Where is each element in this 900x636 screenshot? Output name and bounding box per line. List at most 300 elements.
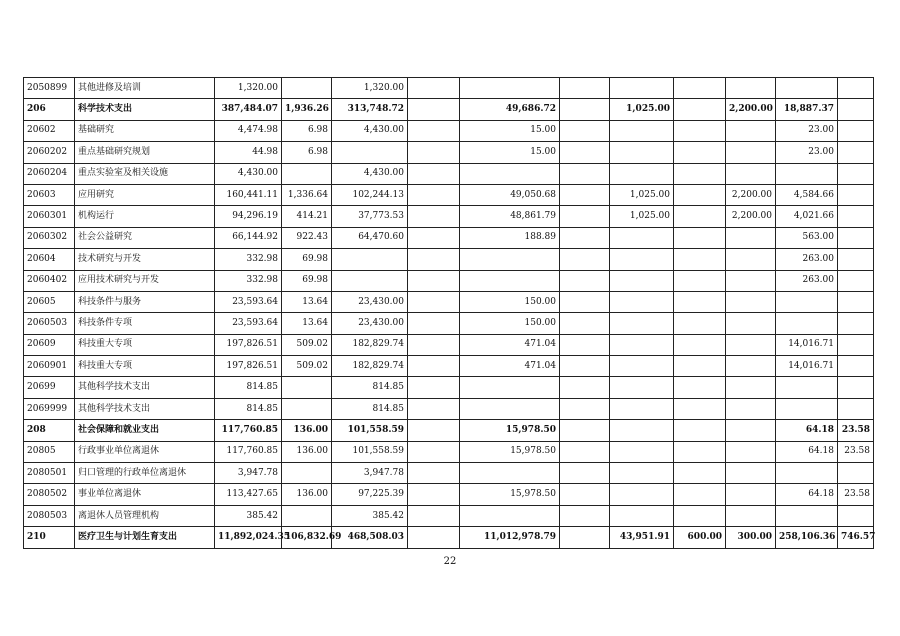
amount-cell bbox=[560, 99, 610, 120]
amount-cell: 136.00 bbox=[282, 420, 332, 441]
amount-cell bbox=[838, 505, 874, 526]
amount-cell bbox=[408, 249, 460, 270]
amount-cell: 182,829.74 bbox=[332, 356, 408, 377]
amount-cell: 113,427.65 bbox=[215, 484, 282, 505]
amount-cell bbox=[726, 249, 776, 270]
amount-cell: 385.42 bbox=[215, 505, 282, 526]
amount-cell bbox=[460, 78, 560, 99]
row-code: 20805 bbox=[24, 441, 75, 462]
amount-cell bbox=[560, 398, 610, 419]
amount-cell: 4,584.66 bbox=[776, 184, 838, 205]
table-row bbox=[24, 420, 874, 441]
row-name: 社会公益研究 bbox=[75, 227, 215, 248]
table-row bbox=[24, 270, 874, 291]
amount-cell bbox=[726, 270, 776, 291]
amount-cell bbox=[838, 334, 874, 355]
amount-cell: 117,760.85 bbox=[215, 441, 282, 462]
amount-cell: 258,106.36 bbox=[776, 527, 838, 548]
amount-cell bbox=[610, 270, 674, 291]
row-name: 离退休人员管理机构 bbox=[75, 505, 215, 526]
amount-cell: 13.64 bbox=[282, 313, 332, 334]
row-name: 医疗卫生与计划生育支出 bbox=[75, 527, 215, 548]
amount-cell bbox=[560, 249, 610, 270]
amount-cell: 136.00 bbox=[282, 441, 332, 462]
row-name: 其他进修及培训 bbox=[75, 78, 215, 99]
amount-cell: 746.57 bbox=[838, 527, 874, 548]
row-name: 行政事业单位离退休 bbox=[75, 441, 215, 462]
amount-cell bbox=[776, 377, 838, 398]
row-name: 重点实验室及相关设施 bbox=[75, 163, 215, 184]
table-row bbox=[24, 99, 874, 120]
amount-cell bbox=[674, 420, 726, 441]
amount-cell: 11,012,978.79 bbox=[460, 527, 560, 548]
amount-cell bbox=[674, 441, 726, 462]
row-name: 机构运行 bbox=[75, 206, 215, 227]
amount-cell: 15,978.50 bbox=[460, 441, 560, 462]
amount-cell bbox=[408, 142, 460, 163]
amount-cell bbox=[674, 463, 726, 484]
amount-cell: 106,832.69 bbox=[282, 527, 332, 548]
amount-cell: 64.18 bbox=[776, 441, 838, 462]
amount-cell bbox=[610, 291, 674, 312]
amount-cell bbox=[560, 484, 610, 505]
amount-cell: 3,947.78 bbox=[332, 463, 408, 484]
amount-cell bbox=[726, 291, 776, 312]
amount-cell: 4,021.66 bbox=[776, 206, 838, 227]
table-row bbox=[24, 78, 874, 99]
budget-table bbox=[23, 77, 874, 549]
amount-cell: 1,025.00 bbox=[610, 184, 674, 205]
amount-cell: 1,936.26 bbox=[282, 99, 332, 120]
amount-cell: 814.85 bbox=[215, 398, 282, 419]
amount-cell bbox=[408, 505, 460, 526]
row-code: 2050899 bbox=[24, 78, 75, 99]
amount-cell: 509.02 bbox=[282, 356, 332, 377]
amount-cell bbox=[408, 313, 460, 334]
amount-cell bbox=[560, 377, 610, 398]
amount-cell bbox=[838, 313, 874, 334]
amount-cell bbox=[332, 142, 408, 163]
amount-cell: 600.00 bbox=[674, 527, 726, 548]
amount-cell: 332.98 bbox=[215, 249, 282, 270]
amount-cell bbox=[560, 420, 610, 441]
amount-cell bbox=[560, 527, 610, 548]
amount-cell: 117,760.85 bbox=[215, 420, 282, 441]
table-row bbox=[24, 163, 874, 184]
amount-cell bbox=[282, 505, 332, 526]
amount-cell bbox=[610, 313, 674, 334]
row-name: 科技重大专项 bbox=[75, 334, 215, 355]
row-code: 2060503 bbox=[24, 313, 75, 334]
row-name: 重点基础研究规划 bbox=[75, 142, 215, 163]
amount-cell bbox=[674, 484, 726, 505]
table-row bbox=[24, 120, 874, 141]
row-name: 科技重大专项 bbox=[75, 356, 215, 377]
amount-cell: 814.85 bbox=[215, 377, 282, 398]
amount-cell bbox=[610, 505, 674, 526]
row-code: 2060901 bbox=[24, 356, 75, 377]
amount-cell: 23.00 bbox=[776, 120, 838, 141]
amount-cell bbox=[838, 377, 874, 398]
amount-cell: 64.18 bbox=[776, 420, 838, 441]
amount-cell bbox=[460, 377, 560, 398]
amount-cell bbox=[282, 78, 332, 99]
amount-cell: 4,430.00 bbox=[332, 163, 408, 184]
amount-cell: 101,558.59 bbox=[332, 441, 408, 462]
amount-cell: 14,016.71 bbox=[776, 334, 838, 355]
amount-cell bbox=[674, 356, 726, 377]
row-code: 2080501 bbox=[24, 463, 75, 484]
amount-cell bbox=[610, 441, 674, 462]
page-number: 22 bbox=[443, 556, 457, 567]
amount-cell bbox=[674, 505, 726, 526]
amount-cell bbox=[674, 334, 726, 355]
amount-cell bbox=[560, 505, 610, 526]
amount-cell bbox=[560, 120, 610, 141]
amount-cell bbox=[460, 505, 560, 526]
amount-cell: 332.98 bbox=[215, 270, 282, 291]
amount-cell: 263.00 bbox=[776, 249, 838, 270]
amount-cell bbox=[674, 398, 726, 419]
table-row bbox=[24, 505, 874, 526]
amount-cell: 150.00 bbox=[460, 313, 560, 334]
amount-cell: 4,474.98 bbox=[215, 120, 282, 141]
amount-cell bbox=[610, 163, 674, 184]
amount-cell bbox=[838, 184, 874, 205]
row-code: 20699 bbox=[24, 377, 75, 398]
amount-cell bbox=[408, 120, 460, 141]
row-code: 2080503 bbox=[24, 505, 75, 526]
row-code: 2060402 bbox=[24, 270, 75, 291]
row-name: 基础研究 bbox=[75, 120, 215, 141]
amount-cell bbox=[332, 249, 408, 270]
row-code: 2069999 bbox=[24, 398, 75, 419]
amount-cell bbox=[560, 184, 610, 205]
amount-cell bbox=[408, 163, 460, 184]
amount-cell: 160,441.11 bbox=[215, 184, 282, 205]
amount-cell bbox=[838, 78, 874, 99]
amount-cell bbox=[726, 441, 776, 462]
amount-cell bbox=[560, 313, 610, 334]
amount-cell: 11,892,024.35 bbox=[215, 527, 282, 548]
table-row bbox=[24, 313, 874, 334]
row-name: 其他科学技术支出 bbox=[75, 398, 215, 419]
amount-cell: 49,050.68 bbox=[460, 184, 560, 205]
amount-cell bbox=[674, 249, 726, 270]
amount-cell: 563.00 bbox=[776, 227, 838, 248]
amount-cell bbox=[776, 505, 838, 526]
row-code: 208 bbox=[24, 420, 75, 441]
amount-cell bbox=[332, 270, 408, 291]
table-row bbox=[24, 356, 874, 377]
amount-cell: 922.43 bbox=[282, 227, 332, 248]
amount-cell: 3,947.78 bbox=[215, 463, 282, 484]
amount-cell bbox=[674, 291, 726, 312]
amount-cell bbox=[674, 313, 726, 334]
amount-cell: 23,593.64 bbox=[215, 313, 282, 334]
amount-cell bbox=[674, 142, 726, 163]
amount-cell bbox=[726, 484, 776, 505]
table-row bbox=[24, 184, 874, 205]
amount-cell bbox=[838, 227, 874, 248]
amount-cell bbox=[726, 398, 776, 419]
amount-cell bbox=[674, 377, 726, 398]
row-code: 20603 bbox=[24, 184, 75, 205]
amount-cell: 15.00 bbox=[460, 120, 560, 141]
amount-cell: 468,508.03 bbox=[332, 527, 408, 548]
amount-cell: 136.00 bbox=[282, 484, 332, 505]
amount-cell bbox=[408, 420, 460, 441]
amount-cell bbox=[838, 206, 874, 227]
amount-cell bbox=[610, 377, 674, 398]
amount-cell: 197,826.51 bbox=[215, 356, 282, 377]
amount-cell bbox=[726, 142, 776, 163]
amount-cell: 69.98 bbox=[282, 270, 332, 291]
amount-cell bbox=[838, 398, 874, 419]
amount-cell bbox=[460, 270, 560, 291]
amount-cell bbox=[560, 78, 610, 99]
amount-cell: 387,484.07 bbox=[215, 99, 282, 120]
amount-cell: 69.98 bbox=[282, 249, 332, 270]
amount-cell: 15,978.50 bbox=[460, 420, 560, 441]
amount-cell: 23.58 bbox=[838, 484, 874, 505]
amount-cell: 23,430.00 bbox=[332, 313, 408, 334]
row-name: 其他科学技术支出 bbox=[75, 377, 215, 398]
amount-cell: 64.18 bbox=[776, 484, 838, 505]
amount-cell bbox=[674, 270, 726, 291]
amount-cell bbox=[838, 163, 874, 184]
amount-cell: 471.04 bbox=[460, 356, 560, 377]
amount-cell bbox=[610, 142, 674, 163]
amount-cell bbox=[408, 484, 460, 505]
amount-cell bbox=[610, 356, 674, 377]
amount-cell bbox=[282, 463, 332, 484]
row-code: 20605 bbox=[24, 291, 75, 312]
amount-cell: 814.85 bbox=[332, 398, 408, 419]
amount-cell bbox=[408, 463, 460, 484]
amount-cell bbox=[674, 184, 726, 205]
row-name: 社会保障和就业支出 bbox=[75, 420, 215, 441]
amount-cell bbox=[282, 163, 332, 184]
row-code: 210 bbox=[24, 527, 75, 548]
amount-cell: 102,244.13 bbox=[332, 184, 408, 205]
amount-cell bbox=[408, 206, 460, 227]
amount-cell: 188.89 bbox=[460, 227, 560, 248]
amount-cell: 4,430.00 bbox=[332, 120, 408, 141]
amount-cell: 15.00 bbox=[460, 142, 560, 163]
amount-cell bbox=[408, 527, 460, 548]
amount-cell bbox=[726, 377, 776, 398]
table-row bbox=[24, 484, 874, 505]
amount-cell bbox=[674, 78, 726, 99]
amount-cell bbox=[408, 291, 460, 312]
amount-cell bbox=[838, 270, 874, 291]
amount-cell bbox=[674, 99, 726, 120]
amount-cell bbox=[408, 377, 460, 398]
amount-cell bbox=[560, 163, 610, 184]
row-name: 应用研究 bbox=[75, 184, 215, 205]
table-row bbox=[24, 377, 874, 398]
amount-cell: 4,430.00 bbox=[215, 163, 282, 184]
amount-cell: 2,200.00 bbox=[726, 99, 776, 120]
amount-cell bbox=[560, 227, 610, 248]
amount-cell bbox=[560, 463, 610, 484]
amount-cell bbox=[460, 163, 560, 184]
row-name: 归口管理的行政单位离退休 bbox=[75, 463, 215, 484]
amount-cell bbox=[560, 356, 610, 377]
amount-cell bbox=[838, 99, 874, 120]
amount-cell bbox=[408, 356, 460, 377]
row-code: 2060301 bbox=[24, 206, 75, 227]
amount-cell bbox=[838, 463, 874, 484]
amount-cell bbox=[838, 249, 874, 270]
row-name: 科学技术支出 bbox=[75, 99, 215, 120]
amount-cell: 6.98 bbox=[282, 120, 332, 141]
amount-cell bbox=[776, 313, 838, 334]
amount-cell bbox=[408, 441, 460, 462]
table-row bbox=[24, 441, 874, 462]
amount-cell: 1,320.00 bbox=[332, 78, 408, 99]
amount-cell bbox=[282, 398, 332, 419]
amount-cell bbox=[726, 163, 776, 184]
amount-cell: 1,025.00 bbox=[610, 206, 674, 227]
amount-cell bbox=[726, 420, 776, 441]
amount-cell bbox=[726, 120, 776, 141]
amount-cell bbox=[560, 291, 610, 312]
amount-cell bbox=[408, 78, 460, 99]
amount-cell: 37,773.53 bbox=[332, 206, 408, 227]
amount-cell bbox=[726, 463, 776, 484]
amount-cell: 2,200.00 bbox=[726, 206, 776, 227]
amount-cell: 6.98 bbox=[282, 142, 332, 163]
amount-cell: 49,686.72 bbox=[460, 99, 560, 120]
amount-cell: 414.21 bbox=[282, 206, 332, 227]
amount-cell bbox=[726, 334, 776, 355]
amount-cell bbox=[560, 206, 610, 227]
amount-cell: 66,144.92 bbox=[215, 227, 282, 248]
amount-cell bbox=[838, 142, 874, 163]
amount-cell bbox=[726, 356, 776, 377]
amount-cell bbox=[610, 420, 674, 441]
amount-cell: 14,016.71 bbox=[776, 356, 838, 377]
table-row bbox=[24, 463, 874, 484]
amount-cell: 101,558.59 bbox=[332, 420, 408, 441]
row-code: 2060204 bbox=[24, 163, 75, 184]
amount-cell: 1,336.64 bbox=[282, 184, 332, 205]
amount-cell bbox=[838, 291, 874, 312]
amount-cell: 2,200.00 bbox=[726, 184, 776, 205]
table-row bbox=[24, 527, 874, 548]
amount-cell bbox=[776, 398, 838, 419]
amount-cell: 94,296.19 bbox=[215, 206, 282, 227]
table-row bbox=[24, 227, 874, 248]
amount-cell bbox=[560, 270, 610, 291]
amount-cell: 263.00 bbox=[776, 270, 838, 291]
amount-cell bbox=[460, 463, 560, 484]
amount-cell bbox=[560, 441, 610, 462]
amount-cell: 15,978.50 bbox=[460, 484, 560, 505]
amount-cell: 23.58 bbox=[838, 420, 874, 441]
row-name: 科技条件专项 bbox=[75, 313, 215, 334]
amount-cell bbox=[776, 78, 838, 99]
amount-cell bbox=[726, 227, 776, 248]
amount-cell: 197,826.51 bbox=[215, 334, 282, 355]
amount-cell: 23.00 bbox=[776, 142, 838, 163]
amount-cell bbox=[460, 249, 560, 270]
amount-cell: 1,320.00 bbox=[215, 78, 282, 99]
amount-cell bbox=[408, 334, 460, 355]
amount-cell: 313,748.72 bbox=[332, 99, 408, 120]
amount-cell: 509.02 bbox=[282, 334, 332, 355]
amount-cell bbox=[610, 120, 674, 141]
row-code: 20602 bbox=[24, 120, 75, 141]
amount-cell bbox=[726, 78, 776, 99]
amount-cell: 385.42 bbox=[332, 505, 408, 526]
amount-cell bbox=[838, 120, 874, 141]
row-code: 20604 bbox=[24, 249, 75, 270]
amount-cell: 44.98 bbox=[215, 142, 282, 163]
amount-cell: 23,593.64 bbox=[215, 291, 282, 312]
table-row bbox=[24, 398, 874, 419]
amount-cell bbox=[460, 398, 560, 419]
amount-cell: 23,430.00 bbox=[332, 291, 408, 312]
amount-cell bbox=[610, 249, 674, 270]
amount-cell bbox=[674, 163, 726, 184]
row-code: 2080502 bbox=[24, 484, 75, 505]
amount-cell: 1,025.00 bbox=[610, 99, 674, 120]
amount-cell bbox=[776, 163, 838, 184]
table-row bbox=[24, 142, 874, 163]
amount-cell bbox=[408, 227, 460, 248]
amount-cell: 300.00 bbox=[726, 527, 776, 548]
row-name: 事业单位离退休 bbox=[75, 484, 215, 505]
amount-cell: 64,470.60 bbox=[332, 227, 408, 248]
row-code: 2060202 bbox=[24, 142, 75, 163]
amount-cell bbox=[560, 334, 610, 355]
amount-cell bbox=[610, 398, 674, 419]
amount-cell bbox=[560, 142, 610, 163]
amount-cell bbox=[776, 463, 838, 484]
amount-cell bbox=[674, 227, 726, 248]
table-row bbox=[24, 334, 874, 355]
row-code: 206 bbox=[24, 99, 75, 120]
amount-cell: 23.58 bbox=[838, 441, 874, 462]
row-name: 应用技术研究与开发 bbox=[75, 270, 215, 291]
table-row bbox=[24, 291, 874, 312]
amount-cell: 18,887.37 bbox=[776, 99, 838, 120]
row-name: 科技条件与服务 bbox=[75, 291, 215, 312]
amount-cell bbox=[408, 99, 460, 120]
table-row bbox=[24, 249, 874, 270]
amount-cell bbox=[776, 291, 838, 312]
row-name: 技术研究与开发 bbox=[75, 249, 215, 270]
amount-cell bbox=[610, 78, 674, 99]
amount-cell bbox=[838, 356, 874, 377]
row-code: 2060302 bbox=[24, 227, 75, 248]
amount-cell: 48,861.79 bbox=[460, 206, 560, 227]
amount-cell: 814.85 bbox=[332, 377, 408, 398]
amount-cell bbox=[674, 120, 726, 141]
amount-cell bbox=[408, 398, 460, 419]
amount-cell: 150.00 bbox=[460, 291, 560, 312]
amount-cell bbox=[726, 505, 776, 526]
amount-cell: 182,829.74 bbox=[332, 334, 408, 355]
amount-cell bbox=[674, 206, 726, 227]
amount-cell bbox=[610, 227, 674, 248]
amount-cell bbox=[610, 484, 674, 505]
amount-cell bbox=[282, 377, 332, 398]
amount-cell bbox=[408, 184, 460, 205]
